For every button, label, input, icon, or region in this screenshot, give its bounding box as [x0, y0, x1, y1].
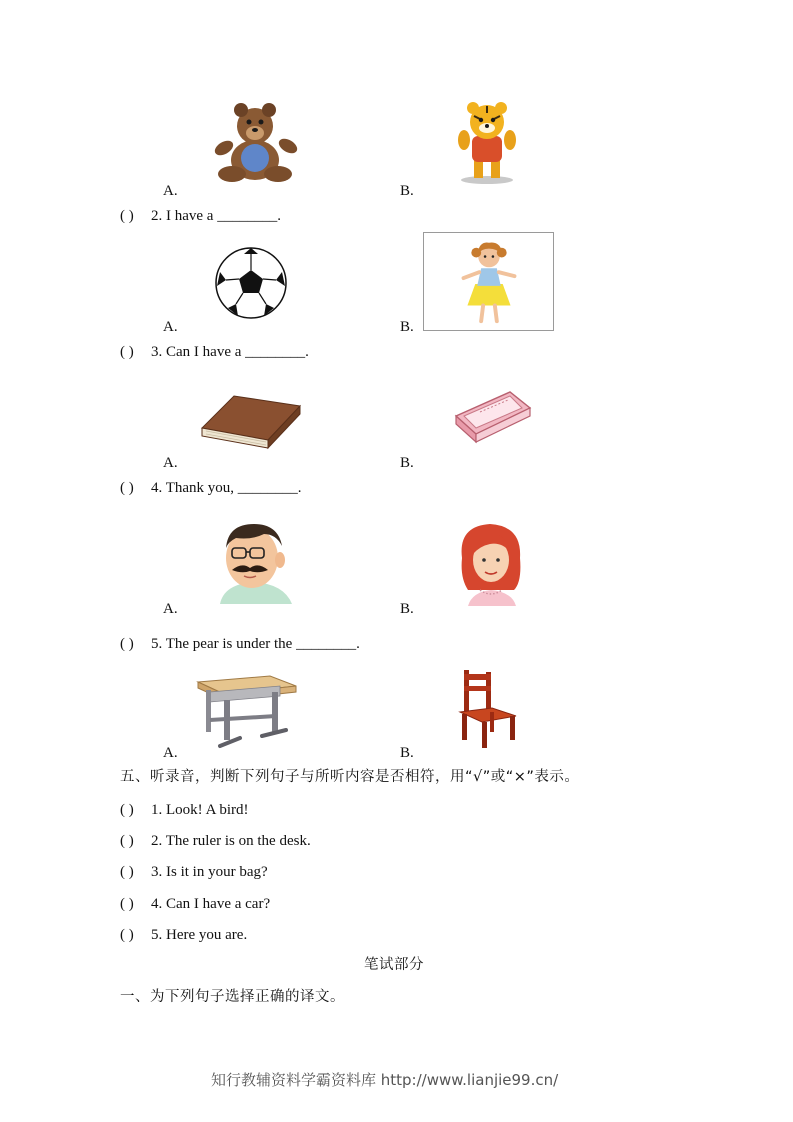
s5-item3-answer-blank: ( ) [120, 864, 134, 880]
q2-answer-blank: ( ) [120, 208, 134, 224]
soccer-ball-icon [214, 246, 288, 320]
man-face-icon [212, 518, 296, 604]
q3-question: 3. Can I have a ________. [151, 344, 309, 360]
book-icon [196, 384, 306, 452]
desk-icon [196, 666, 298, 750]
woman-face-icon [456, 518, 526, 606]
q2-option-a-label: A. [163, 319, 178, 335]
teddy-bear-icon [212, 100, 298, 186]
q5-option-b-label: B. [400, 745, 414, 761]
woman-face-image [456, 518, 526, 606]
s5-item1: 1. Look! A bird! [151, 802, 249, 818]
q2-question: 2. I have a ________. [151, 208, 281, 224]
q1-option-b-label: B. [400, 183, 414, 199]
q5-answer-blank: ( ) [120, 636, 134, 652]
tiger-toy-icon [452, 100, 522, 186]
s5-item3: 3. Is it in your bag? [151, 864, 268, 880]
doll-image [423, 232, 554, 331]
s5-item1-answer-blank: ( ) [120, 802, 134, 818]
q3-answer-blank: ( ) [120, 344, 134, 360]
q3-option-a-label: A. [163, 455, 178, 471]
q2-option-b-label: B. [400, 319, 414, 335]
s5-item5: 5. Here you are. [151, 927, 248, 943]
s5-item4-answer-blank: ( ) [120, 896, 134, 912]
q5-option-a-label: A. [163, 745, 178, 761]
q3-option-b-label: B. [400, 455, 414, 471]
q4-option-a-label: A. [163, 601, 178, 617]
s5-item2-answer-blank: ( ) [120, 833, 134, 849]
s5-item4: 4. Can I have a car? [151, 896, 271, 912]
footer-watermark: 知行教辅资料学霸资料库 http://www.lianjie99.cn/ [211, 1071, 559, 1089]
teddy-bear-image [212, 100, 298, 186]
written-section1-heading: 一、为下列句子选择正确的译文。 [120, 989, 345, 1005]
chair-icon [456, 668, 520, 748]
pencil-box-image [450, 386, 534, 444]
desk-image [196, 666, 298, 750]
doll-icon [424, 233, 553, 330]
q4-answer-blank: ( ) [120, 480, 134, 496]
q5-question: 5. The pear is under the ________. [151, 636, 360, 652]
written-part-title: 笔试部分 [364, 957, 424, 973]
q1-option-a-label: A. [163, 183, 178, 199]
section5-heading: 五、听录音，判断下列句子与所听内容是否相符，用“√”或“×”表示。 [120, 769, 580, 785]
pencil-box-icon [450, 386, 534, 444]
chair-image [456, 668, 520, 748]
tiger-toy-image [452, 100, 522, 186]
q4-question: 4. Thank you, ________. [151, 480, 302, 496]
s5-item5-answer-blank: ( ) [120, 927, 134, 943]
book-image [196, 384, 306, 452]
soccer-ball-image [214, 246, 288, 320]
man-face-image [212, 518, 296, 604]
q4-option-b-label: B. [400, 601, 414, 617]
s5-item2: 2. The ruler is on the desk. [151, 833, 311, 849]
